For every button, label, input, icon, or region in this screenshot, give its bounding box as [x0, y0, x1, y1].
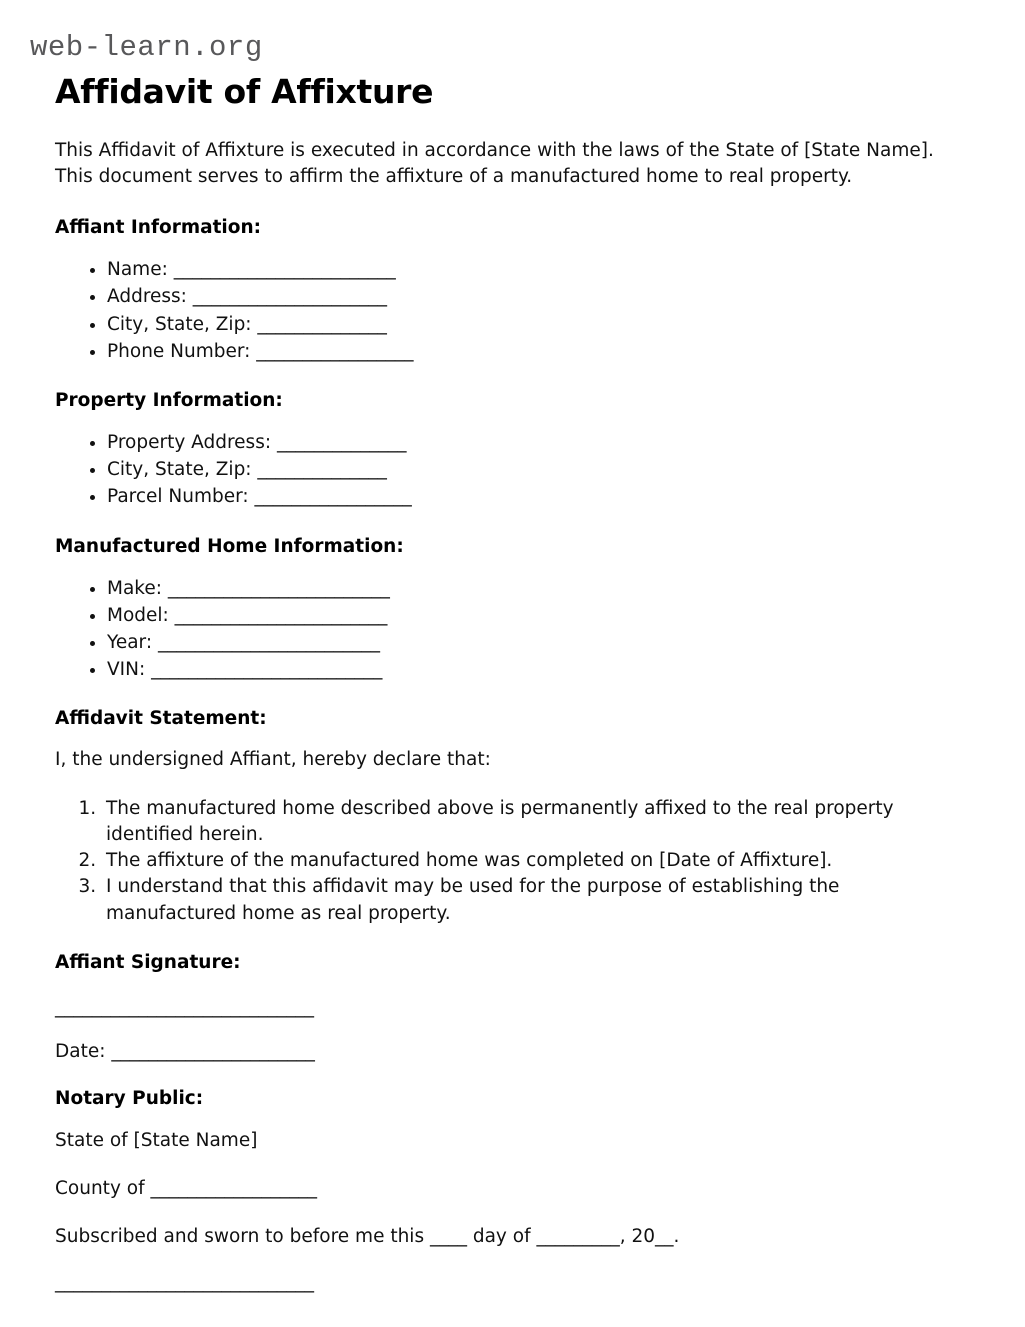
list-item: 3. I understand that this affidavit may be used for the purpose of establishing the manufactured home as real property.	[102, 874, 970, 927]
list-item: • Property Address: ______________	[107, 429, 970, 456]
affiant-information-field-list	[55, 256, 970, 365]
affiant-signature-blank: ____________________________	[55, 997, 314, 1019]
section-heading-manufactured-home-information: Manufactured Home Information:	[55, 535, 404, 557]
section-heading-affidavit-statement: Affidavit Statement:	[55, 708, 267, 730]
list-item: • Parcel Number: _________________	[107, 483, 970, 510]
section-heading-affiant-information: Affiant Information:	[55, 217, 262, 239]
affidavit-statement-lead-in: I, the undersigned Affiant, hereby declare that:	[55, 749, 491, 771]
manufactured-home-information-field-list	[55, 575, 970, 684]
list-item: • City, State, Zip: ______________	[107, 456, 970, 483]
list-item: • Address: _____________________	[107, 283, 970, 310]
section-heading-notary-public: Notary Public:	[55, 1088, 204, 1110]
site-logo: web-learn.org	[30, 31, 263, 64]
intro-paragraph: This Affidavit of Affixture is executed in accordance with the laws of the State of [State Name]. This document serves to affirm the affixture of a manufactured home to real property.	[55, 139, 934, 187]
property-information-field-list	[55, 429, 970, 511]
affidavit-statement-list	[55, 796, 970, 927]
affiant-signature-date-line: Date: ______________________	[55, 1041, 315, 1063]
section-heading-property-information: Property Information:	[55, 389, 283, 411]
document-content	[55, 72, 970, 1315]
list-item: • Make: ________________________	[107, 575, 970, 602]
list-item: • VIN: _________________________	[107, 656, 970, 683]
list-item: • Name: ________________________	[107, 256, 970, 283]
notary-signature-blank: ____________________________	[55, 1272, 314, 1294]
list-item: 1. The manufactured home described above is permanently affixed to the real property identified herein.	[102, 796, 970, 849]
notary-county-line: County of __________________	[55, 1177, 317, 1199]
list-item: • Phone Number: _________________	[107, 338, 970, 365]
page-title: Affidavit of Affixture	[55, 72, 434, 111]
list-item: • City, State, Zip: ______________	[107, 311, 970, 338]
list-item: 2. The affixture of the manufactured home was completed on [Date of Affixture].	[102, 848, 970, 874]
notary-sworn-line: Subscribed and sworn to before me this ____ day of _________, 20__.	[55, 1226, 680, 1248]
list-item: • Year: ________________________	[107, 629, 970, 656]
section-heading-affiant-signature: Affiant Signature:	[55, 951, 241, 973]
notary-state-line: State of [State Name]	[55, 1129, 258, 1151]
list-item: • Model: _______________________	[107, 602, 970, 629]
